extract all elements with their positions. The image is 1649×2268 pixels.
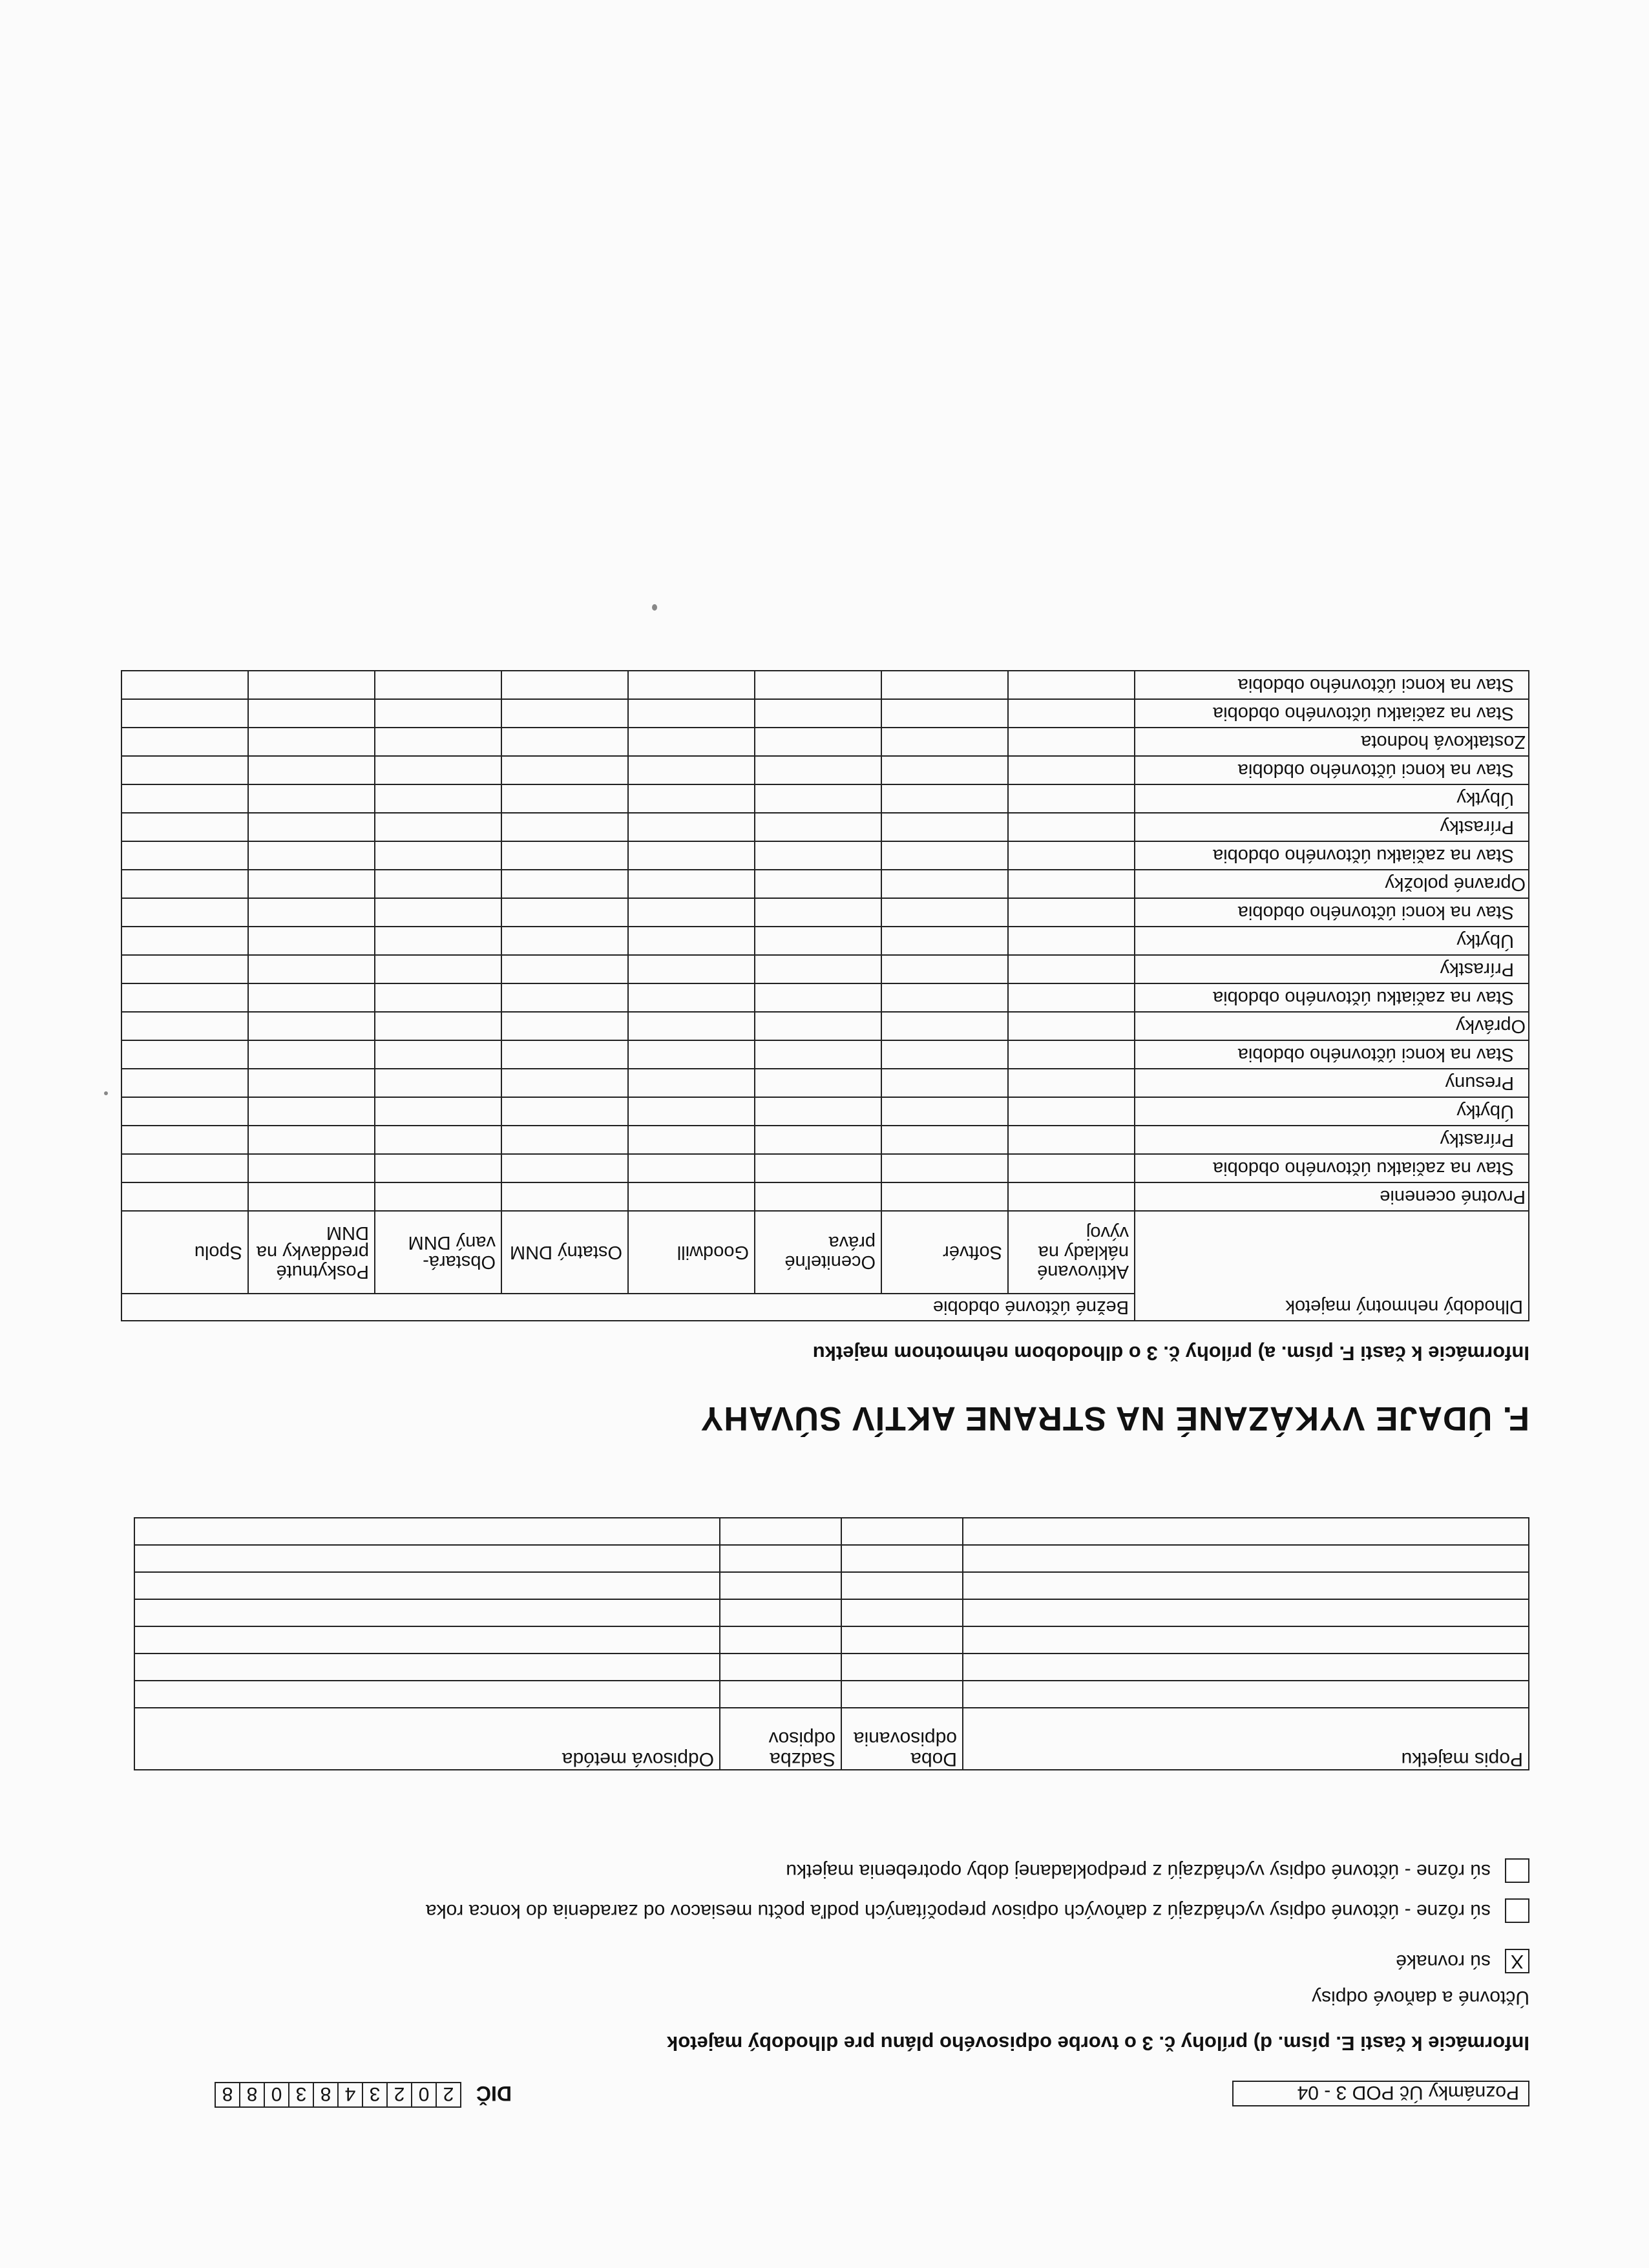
value-cell[interactable] [1008,756,1135,784]
table-row [121,1097,1529,1126]
value-cell[interactable] [248,1182,375,1211]
row-label: Stav na začiatku účtovného obdobia [1135,1154,1529,1182]
value-cell[interactable] [628,1182,755,1211]
value-cell[interactable] [501,955,628,983]
form-name-box [1232,2081,1529,2106]
column-header: Aktivované náklady na vývoj [1008,1211,1135,1294]
value-cell[interactable] [248,756,375,784]
corner-label: Dlhodobý nehmotný majetok [1135,1211,1529,1321]
value-cell[interactable] [121,870,248,898]
value-cell[interactable] [881,1069,1008,1097]
value-cell[interactable] [755,1154,881,1182]
value-cell[interactable] [628,898,755,927]
table-row [121,1012,1529,1040]
value-cell[interactable] [375,699,501,728]
section-row-label: Zostatková hodnota [1135,728,1529,756]
table-cell[interactable] [134,1626,720,1654]
table-cell[interactable] [720,1681,841,1708]
value-cell[interactable] [121,1097,248,1126]
table-row [121,927,1529,955]
value-cell[interactable] [881,699,1008,728]
value-cell[interactable] [628,1154,755,1182]
value-cell[interactable] [121,955,248,983]
value-cell[interactable] [375,728,501,756]
option-same-label: sú rovnaké [1396,1951,1491,1972]
value-cell[interactable] [628,813,755,841]
dic-digit: 3 [362,2082,388,2108]
value-cell[interactable] [755,728,881,756]
table-cell[interactable] [963,1572,1529,1599]
value-cell[interactable] [755,841,881,870]
value-cell[interactable] [248,955,375,983]
table-cell[interactable] [134,1572,720,1599]
table-cell[interactable] [963,1654,1529,1681]
value-cell[interactable] [1008,1069,1135,1097]
value-cell[interactable] [248,870,375,898]
value-cell[interactable] [1008,955,1135,983]
column-header: Goodwill [628,1211,755,1294]
table-cell[interactable] [134,1599,720,1626]
value-cell[interactable] [1008,1097,1135,1126]
row-label: Prírastky [1135,813,1529,841]
dic-digit: 4 [337,2082,363,2108]
value-cell[interactable] [1008,1012,1135,1040]
table-cell[interactable] [841,1518,963,1545]
value-cell[interactable] [628,699,755,728]
row-label: Úbytky [1135,927,1529,955]
value-cell[interactable] [121,898,248,927]
value-cell[interactable] [628,870,755,898]
value-cell[interactable] [375,1182,501,1211]
table-cell[interactable] [134,1518,720,1545]
dic-digit: 8 [313,2082,339,2108]
value-cell[interactable] [121,784,248,813]
value-cell[interactable] [628,1097,755,1126]
dic-digit: 2 [386,2082,412,2108]
section-row-label: Prvotné ocenenie [1135,1182,1529,1211]
value-cell[interactable] [375,870,501,898]
value-cell[interactable] [628,1040,755,1069]
value-cell[interactable] [121,1069,248,1097]
value-cell[interactable] [501,728,628,756]
value-cell[interactable] [881,1182,1008,1211]
value-cell[interactable] [121,728,248,756]
value-cell[interactable] [248,784,375,813]
option-months-checkbox[interactable] [1505,1898,1529,1923]
column-header: Ostatný DNM [501,1211,628,1294]
value-cell[interactable] [881,1040,1008,1069]
value-cell[interactable] [755,1126,881,1154]
value-cell[interactable] [248,813,375,841]
table-cell[interactable] [963,1626,1529,1654]
value-cell[interactable] [121,1012,248,1040]
table-cell[interactable] [963,1518,1529,1545]
value-cell[interactable] [501,813,628,841]
col-depreciation-rate: Sadzba odpisov [720,1708,841,1770]
value-cell[interactable] [881,841,1008,870]
row-label: Prírastky [1135,955,1529,983]
row-label: Stav na začiatku účtovného obdobia [1135,699,1529,728]
value-cell[interactable] [248,1126,375,1154]
scan-speck [652,604,657,611]
value-cell[interactable] [628,841,755,870]
value-cell[interactable] [501,983,628,1012]
table-row [121,813,1529,841]
option-wear-label: sú rôzne - účtovné odpisy vychádzajú z predpokladanej doby opotrebenia majetku [786,1860,1491,1882]
value-cell[interactable] [1008,983,1135,1012]
value-cell[interactable] [375,671,501,699]
value-cell[interactable] [501,671,628,699]
dic-digit: 8 [239,2082,265,2108]
value-cell[interactable] [121,927,248,955]
table-row [134,1545,1529,1572]
value-cell[interactable] [755,1069,881,1097]
table-row [134,1572,1529,1599]
value-cell[interactable] [755,983,881,1012]
dic-digit: 3 [288,2082,314,2108]
form-name: Poznámky Úč POD 3 - 04 [1297,2082,1519,2103]
value-cell[interactable] [121,1154,248,1182]
value-cell[interactable] [881,955,1008,983]
table-cell[interactable] [963,1545,1529,1572]
table-cell[interactable] [841,1626,963,1654]
table-row [121,1154,1529,1182]
table-cell[interactable] [963,1681,1529,1708]
table-row [121,841,1529,870]
value-cell[interactable] [1008,671,1135,699]
value-cell[interactable] [628,983,755,1012]
value-cell[interactable] [1008,1154,1135,1182]
row-label: Stav na začiatku účtovného obdobia [1135,983,1529,1012]
row-label: Úbytky [1135,784,1529,813]
value-cell[interactable] [121,1182,248,1211]
value-cell[interactable] [121,983,248,1012]
value-cell[interactable] [248,1012,375,1040]
value-cell[interactable] [881,1126,1008,1154]
value-cell[interactable] [375,983,501,1012]
dic-digit: 0 [264,2082,289,2108]
value-cell[interactable] [755,1097,881,1126]
table-cell[interactable] [134,1681,720,1708]
section-f-subheading: Informácie k časti F. písm. a) prílohy č. 3 o dlhodobom nehmotnom majetku [812,1342,1529,1365]
value-cell[interactable] [1008,813,1135,841]
col-depreciation-method: Odpisová metóda [134,1708,720,1770]
row-label: Stav na konci účtovného obdobia [1135,1040,1529,1069]
table-row [121,983,1529,1012]
option-wear-checkbox[interactable] [1505,1858,1529,1883]
option-same-checkbox[interactable]: X [1505,1949,1529,1973]
column-header: Softvér [881,1211,1008,1294]
value-cell[interactable] [375,927,501,955]
value-cell[interactable] [501,1182,628,1211]
table-cell[interactable] [134,1654,720,1681]
value-cell[interactable] [881,870,1008,898]
row-label: Úbytky [1135,1097,1529,1126]
section-e-subheading: Účtovné a daňové odpisy [1312,1987,1529,2008]
value-cell[interactable] [121,1040,248,1069]
value-cell[interactable] [501,1040,628,1069]
value-cell[interactable] [375,1069,501,1097]
section-f-title: F. ÚDAJE VYKÁZANÉ NA STRANE AKTÍV SÚVAHY [700,1400,1529,1437]
period-label: Bežné účtovné obdobie [121,1294,1135,1321]
value-cell[interactable] [501,784,628,813]
table-row [121,898,1529,927]
section-row-label: Oprávky [1135,1012,1529,1040]
table-cell[interactable] [720,1572,841,1599]
value-cell[interactable] [1008,728,1135,756]
table-cell[interactable] [720,1599,841,1626]
depreciation-plan-table [134,1517,1529,1770]
value-cell[interactable] [375,1097,501,1126]
table-row [121,870,1529,898]
value-cell[interactable] [881,671,1008,699]
value-cell[interactable] [248,671,375,699]
table-cell[interactable] [841,1599,963,1626]
col-asset-description: Popis majetku [963,1708,1529,1770]
value-cell[interactable] [881,784,1008,813]
table-row [121,699,1529,728]
value-cell[interactable] [1008,841,1135,870]
value-cell[interactable] [248,927,375,955]
table-row [121,784,1529,813]
value-cell[interactable] [1008,1126,1135,1154]
table-cell[interactable] [963,1599,1529,1626]
value-cell[interactable] [755,927,881,955]
row-label: Stav na konci účtovného obdobia [1135,756,1529,784]
value-cell[interactable] [248,1040,375,1069]
value-cell[interactable] [755,671,881,699]
value-cell[interactable] [501,898,628,927]
value-cell[interactable] [501,870,628,898]
row-label: Presuny [1135,1069,1529,1097]
column-header: Oceniteľné práva [755,1211,881,1294]
value-cell[interactable] [628,784,755,813]
section-row-label: Opravné položky [1135,870,1529,898]
value-cell[interactable] [248,1069,375,1097]
section-e-heading: Informácie k časti E. písm. d) prílohy č. 3 o tvorbe odpisového plánu pre dlhodobý majetok [667,2032,1529,2055]
dic-digit: 0 [411,2082,437,2108]
dic-digit-boxes [215,2082,460,2108]
column-header: Spolu [121,1211,248,1294]
value-cell[interactable] [755,1040,881,1069]
value-cell[interactable] [755,898,881,927]
row-label: Stav na konci účtovného obdobia [1135,671,1529,699]
value-cell[interactable] [501,927,628,955]
table-cell[interactable] [134,1545,720,1572]
value-cell[interactable] [375,955,501,983]
value-cell[interactable] [755,955,881,983]
row-label: Prírastky [1135,1126,1529,1154]
table-row [134,1654,1529,1681]
value-cell[interactable] [755,1012,881,1040]
value-cell[interactable] [755,756,881,784]
value-cell[interactable] [121,813,248,841]
value-cell[interactable] [375,1012,501,1040]
table-row [121,671,1529,699]
value-cell[interactable] [881,1154,1008,1182]
value-cell[interactable] [755,1182,881,1211]
value-cell[interactable] [628,728,755,756]
value-cell[interactable] [248,841,375,870]
value-cell[interactable] [628,1069,755,1097]
value-cell[interactable] [628,671,755,699]
table-cell[interactable] [841,1681,963,1708]
value-cell[interactable] [881,813,1008,841]
value-cell[interactable] [1008,870,1135,898]
column-header: Poskytnuté preddavky na DNM [248,1211,375,1294]
value-cell[interactable] [501,1069,628,1097]
table-row [121,1069,1529,1097]
value-cell[interactable] [375,1126,501,1154]
value-cell[interactable] [881,1097,1008,1126]
value-cell[interactable] [375,756,501,784]
value-cell[interactable] [248,1097,375,1126]
value-cell[interactable] [1008,927,1135,955]
table-cell[interactable] [720,1545,841,1572]
table-row [121,955,1529,983]
option-months-label: sú rôzne - účtovné odpisy vychádzajú z daňových odpisov prepočítaných podľa počtu mesiacov od zaradenia do konca roka [425,1900,1491,1922]
value-cell[interactable] [755,784,881,813]
table-row [134,1626,1529,1654]
value-cell[interactable] [628,927,755,955]
value-cell[interactable] [628,955,755,983]
value-cell[interactable] [501,1154,628,1182]
value-cell[interactable] [248,728,375,756]
value-cell[interactable] [248,898,375,927]
value-cell[interactable] [881,1012,1008,1040]
value-cell[interactable] [1008,699,1135,728]
dic-digit: 8 [215,2082,240,2108]
value-cell[interactable] [881,927,1008,955]
value-cell[interactable] [628,1012,755,1040]
dic-label: DIČ [476,2082,512,2105]
table-cell[interactable] [720,1518,841,1545]
table-row [134,1681,1529,1708]
value-cell[interactable] [375,898,501,927]
value-cell[interactable] [1008,898,1135,927]
table-row [121,1182,1529,1211]
table-cell[interactable] [841,1572,963,1599]
value-cell[interactable] [755,870,881,898]
value-cell[interactable] [121,1126,248,1154]
value-cell[interactable] [375,813,501,841]
column-header: Obstará- vaný DNM [375,1211,501,1294]
value-cell[interactable] [628,756,755,784]
value-cell[interactable] [755,699,881,728]
value-cell[interactable] [881,756,1008,784]
table-cell[interactable] [841,1545,963,1572]
value-cell[interactable] [248,983,375,1012]
table-cell[interactable] [841,1654,963,1681]
value-cell[interactable] [375,1040,501,1069]
value-cell[interactable] [121,671,248,699]
table-row [121,728,1529,756]
value-cell[interactable] [248,699,375,728]
table-row [121,756,1529,784]
row-label: Stav na začiatku účtovného obdobia [1135,841,1529,870]
value-cell[interactable] [121,699,248,728]
value-cell[interactable] [121,841,248,870]
value-cell[interactable] [628,1126,755,1154]
table-row [121,1040,1529,1069]
value-cell[interactable] [501,756,628,784]
row-label: Stav na konci účtovného obdobia [1135,898,1529,927]
intangible-assets-table [121,670,1529,1321]
value-cell[interactable] [1008,784,1135,813]
value-cell[interactable] [881,898,1008,927]
value-cell[interactable] [375,841,501,870]
value-cell[interactable] [121,756,248,784]
scan-speck [104,1091,108,1095]
value-cell[interactable] [1008,1182,1135,1211]
table-row [134,1518,1529,1545]
value-cell[interactable] [501,1012,628,1040]
value-cell[interactable] [501,1097,628,1126]
value-cell[interactable] [501,1126,628,1154]
value-cell[interactable] [881,983,1008,1012]
table-cell[interactable] [720,1654,841,1681]
value-cell[interactable] [375,1154,501,1182]
dic-digit: 2 [436,2082,461,2108]
table-row [134,1599,1529,1626]
value-cell[interactable] [501,699,628,728]
table-cell[interactable] [720,1626,841,1654]
table-row [121,1126,1529,1154]
value-cell[interactable] [501,841,628,870]
value-cell[interactable] [1008,1040,1135,1069]
value-cell[interactable] [375,784,501,813]
value-cell[interactable] [755,813,881,841]
value-cell[interactable] [881,728,1008,756]
col-depreciation-period: Doba odpisovania [841,1708,963,1770]
value-cell[interactable] [248,1154,375,1182]
